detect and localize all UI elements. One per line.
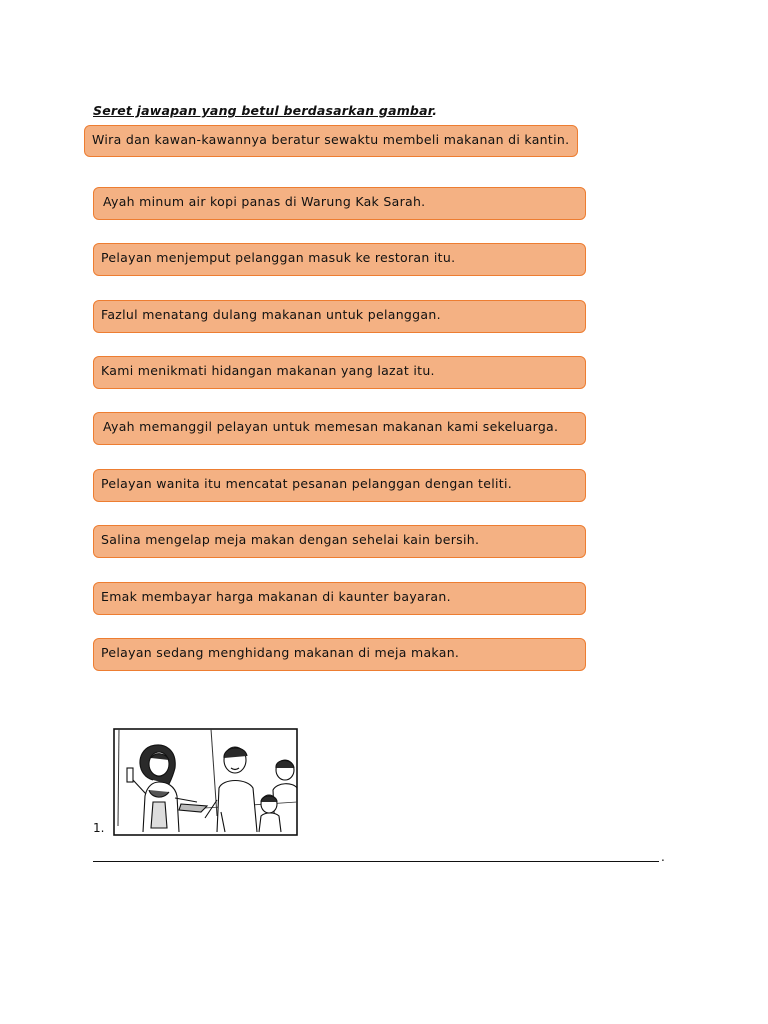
answer-card-9[interactable] — [93, 582, 586, 615]
answer-card-7[interactable] — [93, 469, 586, 502]
answer-card-text: Ayah memanggil pelayan untuk memesan makanan kami sekeluarga. — [103, 419, 559, 434]
answer-card-text: Salina mengelap meja makan dengan sehelai kain bersih. — [101, 532, 480, 547]
answer-card-text: Ayah minum air kopi panas di Warung Kak Sarah. — [103, 194, 426, 209]
instruction-text — [93, 103, 437, 118]
answer-card-3[interactable] — [93, 243, 586, 276]
instruction-period: . — [432, 103, 438, 118]
answer-card-text: Emak membayar harga makanan di kaunter bayaran. — [101, 589, 451, 604]
answer-card-6[interactable] — [93, 412, 586, 445]
instruction-label: Seret jawapan yang betul berdasarkan gambar — [93, 103, 433, 118]
answer-card-8[interactable] — [93, 525, 586, 558]
answer-blank-line[interactable] — [93, 861, 659, 862]
answer-card-text: Pelayan wanita itu mencatat pesanan pelanggan dengan teliti. — [101, 476, 513, 491]
answer-card-5[interactable] — [93, 356, 586, 389]
restaurant-illustration — [113, 728, 298, 836]
answer-card-text: Fazlul menatang dulang makanan untuk pelanggan. — [101, 307, 441, 322]
answer-card-4[interactable] — [93, 300, 586, 333]
answer-card-text: Pelayan sedang menghidang makanan di meja makan. — [101, 645, 460, 660]
answer-card-10[interactable] — [93, 638, 586, 671]
answer-card-text: Pelayan menjemput pelanggan masuk ke restoran itu. — [101, 250, 456, 265]
answer-card-2[interactable] — [93, 187, 586, 220]
answer-card-text: Kami menikmati hidangan makanan yang lazat itu. — [101, 363, 435, 378]
answer-end-period: . — [661, 850, 665, 864]
question-number: 1. — [93, 821, 105, 835]
answer-card-text: Wira dan kawan-kawannya beratur sewaktu membeli makanan di kantin. — [92, 131, 570, 147]
answer-card-1[interactable] — [84, 125, 578, 157]
